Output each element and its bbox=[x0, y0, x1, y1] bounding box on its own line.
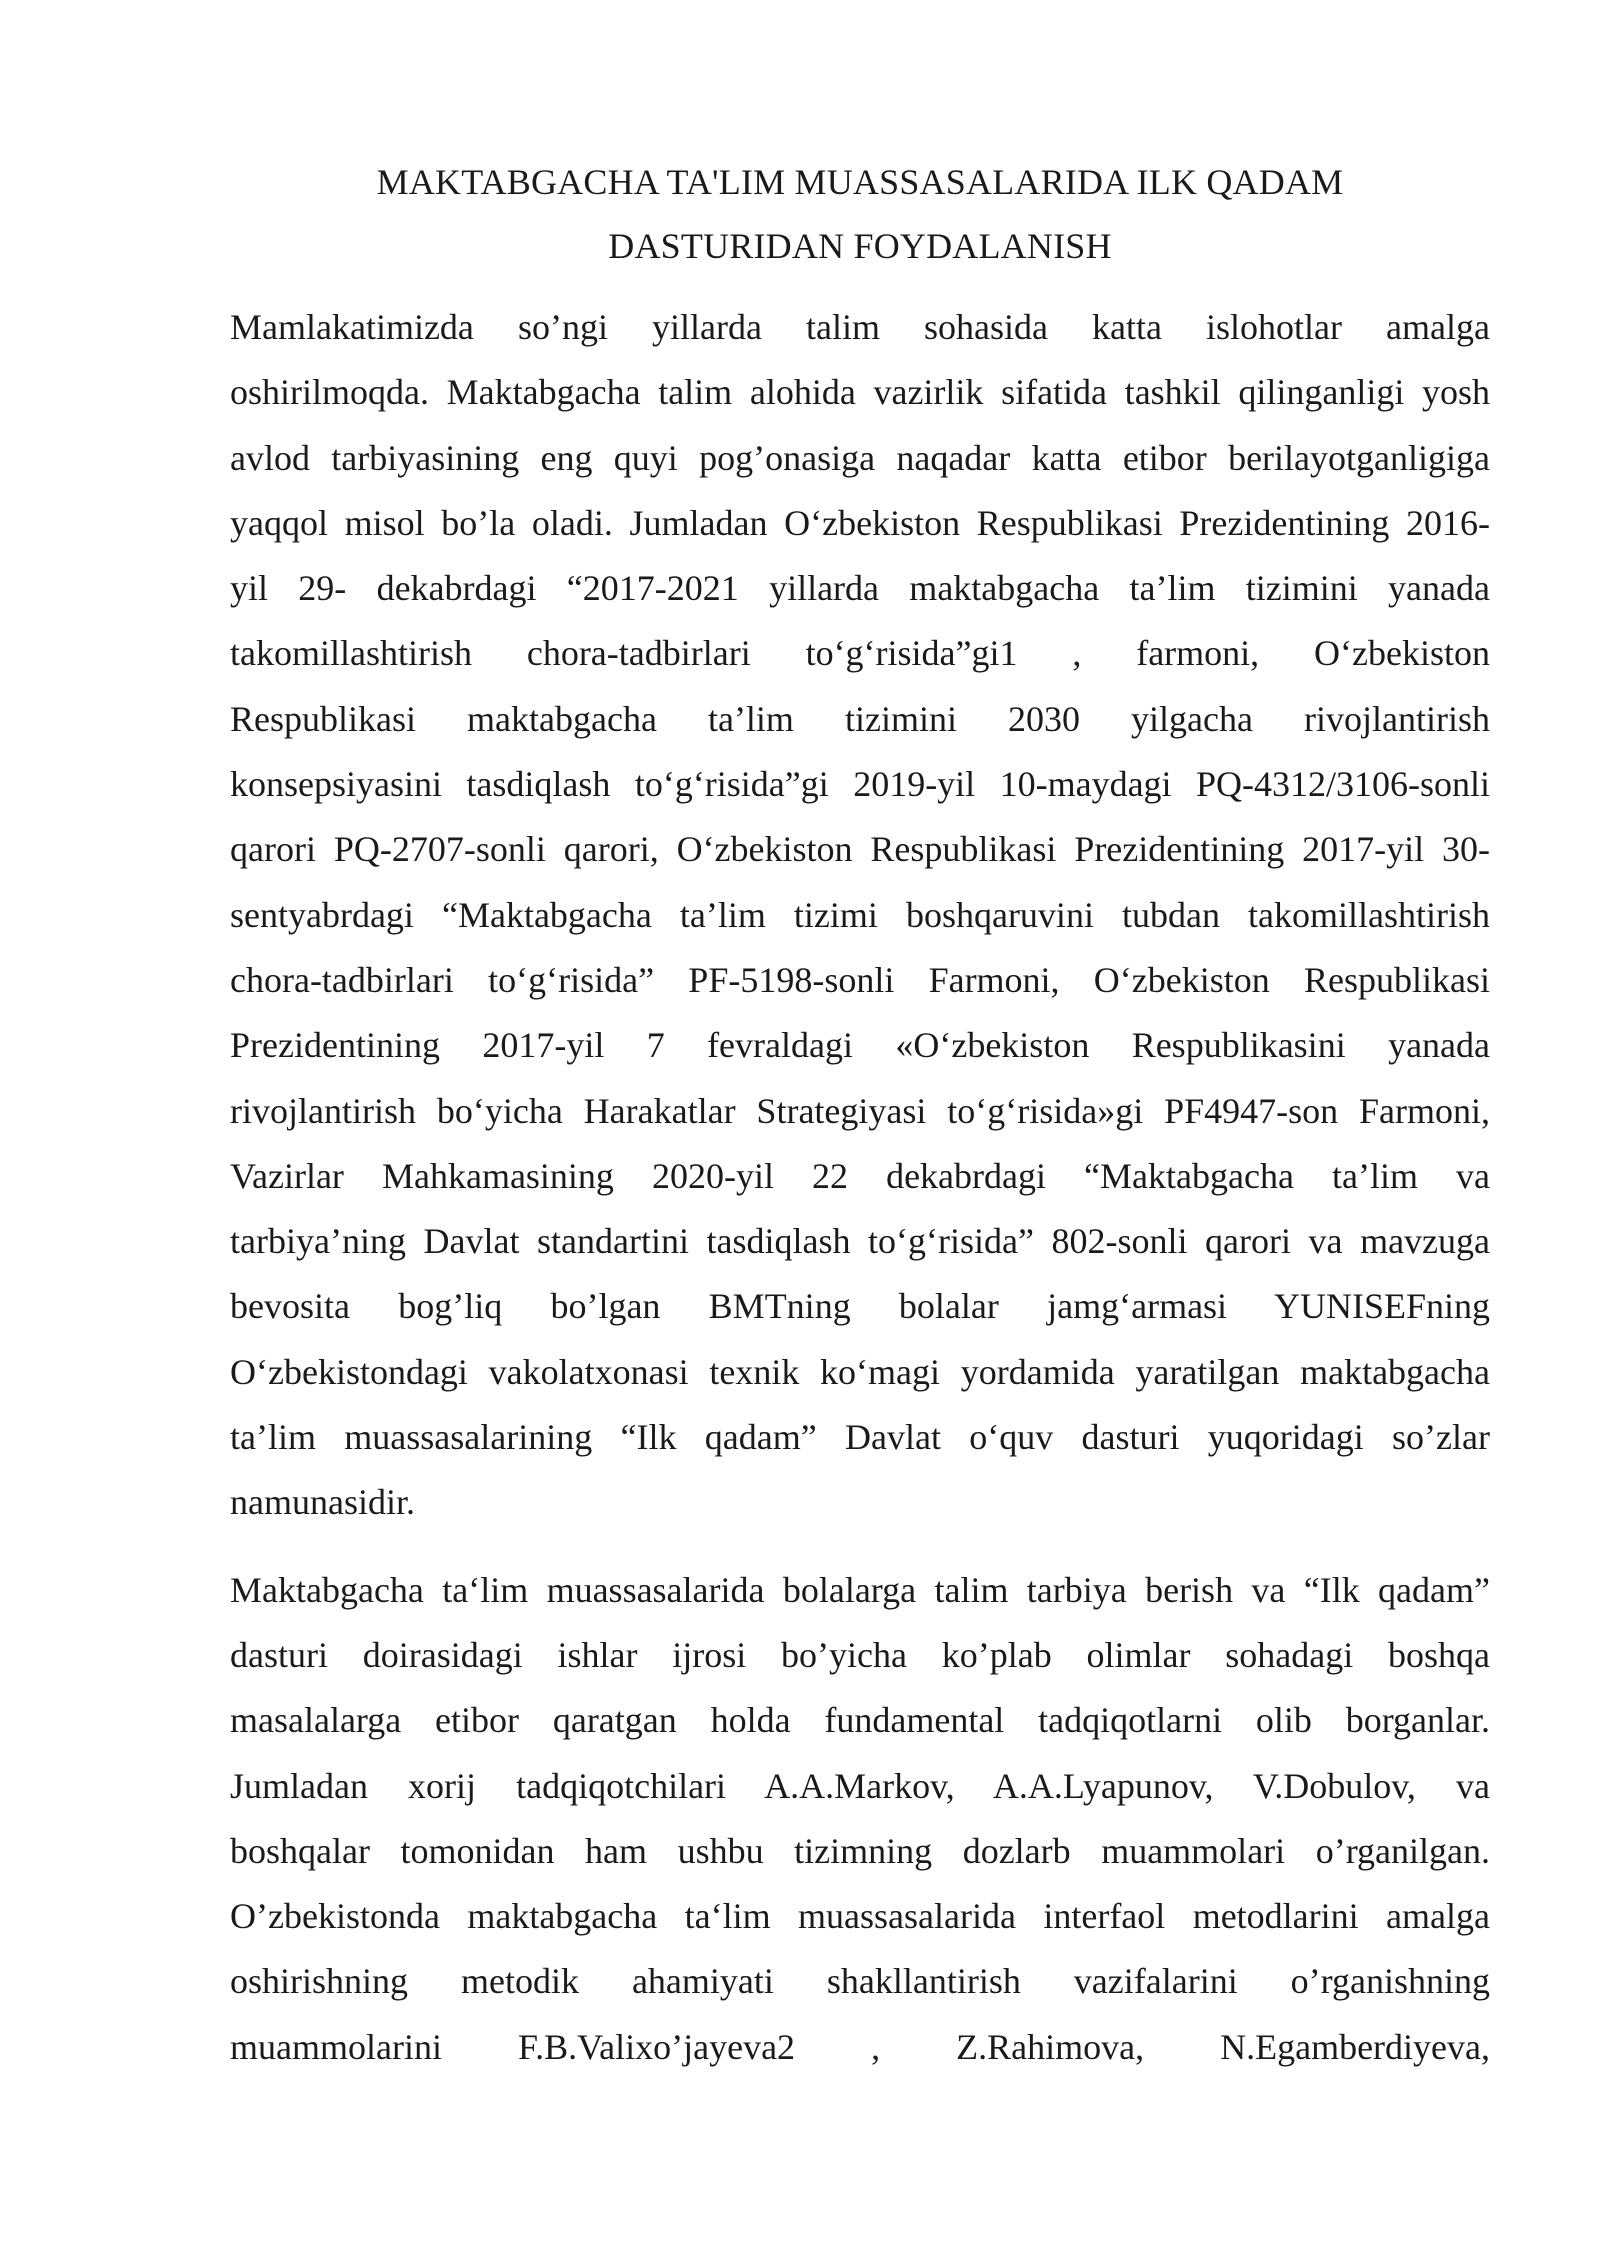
text-line: konsepsiyasini tasdiqlash to‘g‘risida”gi 2019-yil 10-maydagi PQ-4312/3106-sonli bbox=[230, 764, 1490, 805]
text-line: Vazirlar Mahkamasining 2020-yil 22 dekabrdagi “Maktabgacha ta’lim va bbox=[230, 1155, 1490, 1196]
text-line: qarori PQ-2707-sonli qarori, O‘zbekiston Respublikasi Prezidentining 2017-yil 30- bbox=[230, 829, 1490, 870]
text-line: namunasidir. bbox=[230, 1482, 415, 1523]
text-line: tarbiya’ning Davlat standartini tasdiqlash to‘g‘risida” 802-sonli qarori va mavzuga bbox=[230, 1221, 1490, 1262]
text-line: rivojlantirish bo‘yicha Harakatlar Strategiyasi to‘g‘risida»gi PF4947-son Farmoni, bbox=[230, 1090, 1490, 1131]
text-line: bevosita bog’liq bo’lgan BMTning bolalar jamg‘armasi YUNISEFning bbox=[230, 1286, 1490, 1327]
text-line: avlod tarbiyasining eng quyi pog’onasiga naqadar katta etibor berilayotganligiga bbox=[230, 437, 1490, 478]
text-line: O’zbekistonda maktabgacha ta‘lim muassasalarida interfaol metodlarini amalga bbox=[230, 1896, 1490, 1937]
text-line: masalalarga etibor qaratgan holda fundamental tadqiqotlarni olib borganlar. bbox=[230, 1700, 1490, 1741]
title-line-1: MAKTABGACHA TA'LIM MUASSASALARIDA ILK QADAM bbox=[376, 162, 1344, 202]
text-line: oshirilmoqda. Maktabgacha talim alohida vazirlik sifatida tashkil qilinganligi yosh bbox=[230, 372, 1490, 413]
title-line-2: DASTURIDAN FOYDALANISH bbox=[608, 226, 1112, 266]
text-line: oshirishning metodik ahamiyati shakllantirish vazifalarini o’rganishning bbox=[230, 1961, 1490, 2002]
text-line: O‘zbekistondagi vakolatxonasi texnik ko‘magi yordamida yaratilgan maktabgacha bbox=[230, 1351, 1490, 1392]
text-line: ta’lim muassasalarining “Ilk qadam” Davlat o‘quv dasturi yuqoridagi so’zlar bbox=[230, 1417, 1490, 1458]
document-body bbox=[230, 295, 1490, 2080]
text-line: Prezidentining 2017-yil 7 fevraldagi «O‘zbekiston Respublikasini yanada bbox=[230, 1025, 1490, 1066]
text-line: Respublikasi maktabgacha ta’lim tizimini 2030 yilgacha rivojlantirish bbox=[230, 698, 1490, 739]
paragraph-2 bbox=[230, 1558, 1490, 2080]
text-line: sentyabrdagi “Maktabgacha ta’lim tizimi boshqaruvini tubdan takomillashtirish bbox=[230, 894, 1490, 935]
paragraph-1 bbox=[230, 295, 1490, 1536]
text-line: chora-tadbirlari to‘g‘risida” PF-5198-sonli Farmoni, O‘zbekiston Respublikasi bbox=[230, 959, 1490, 1000]
text-line: yil 29- dekabrdagi “2017-2021 yillarda maktabgacha ta’lim tizimini yanada bbox=[230, 568, 1490, 609]
text-line: Maktabgacha ta‘lim muassasalarida bolalarga talim tarbiya berish va “Ilk qadam” bbox=[230, 1569, 1490, 1610]
text-line: yaqqol misol bo’la oladi. Jumladan O‘zbekiston Respublikasi Prezidentining 2016- bbox=[230, 502, 1490, 543]
document-title bbox=[230, 150, 1490, 278]
paragraph-gap bbox=[230, 1536, 1490, 1558]
text-line: muammolarini F.B.Valixo’jayeva2 , Z.Rahimova, N.Egamberdiyeva, bbox=[230, 2026, 1490, 2067]
text-line: dasturi doirasidagi ishlar ijrosi bo’yicha ko’plab olimlar sohadagi boshqa bbox=[230, 1634, 1490, 1675]
text-line: Jumladan xorij tadqiqotchilari A.A.Markov, A.A.Lyapunov, V.Dobulov, va bbox=[230, 1765, 1490, 1806]
text-line: takomillashtirish chora-tadbirlari to‘g‘risida”gi1 , farmoni, O‘zbekiston bbox=[230, 633, 1490, 674]
text-line: boshqalar tomonidan ham ushbu tizimning dozlarb muammolari o’rganilgan. bbox=[230, 1830, 1490, 1871]
text-line: Mamlakatimizda so’ngi yillarda talim sohasida katta islohotlar amalga bbox=[230, 307, 1490, 347]
